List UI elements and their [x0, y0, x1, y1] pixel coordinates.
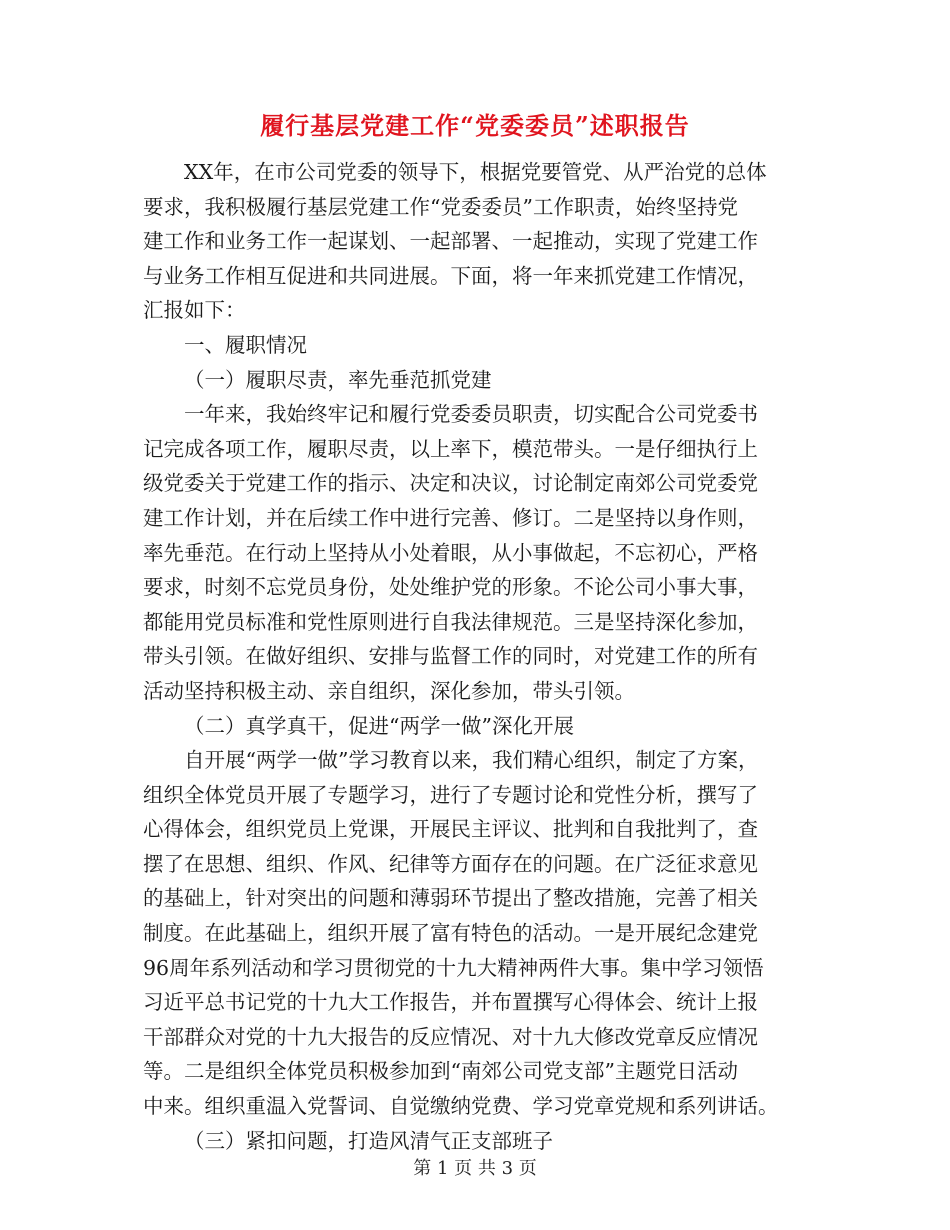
paragraph-line: 活动坚持积极主动、亲自组织，深化参加，带头引领。	[143, 678, 635, 703]
paragraph-line: 都能用党员标准和党性原则进行自我法律规范。三是坚持深化参加，	[143, 609, 758, 634]
paragraph-line: 组织全体党员开展了专题学习，进行了专题讨论和党性分析，撰写了	[143, 782, 758, 807]
paragraph-line: 心得体会，组织党员上党课，开展民主评议、批判和自我批判了，查	[143, 817, 758, 842]
paragraph-line: 中来。组织重温入党誓词、自觉缴纳党费、学习党章党规和系列讲话。	[143, 1094, 779, 1119]
paragraph-line: 一年来，我始终牢记和履行党委委员职责，切实配合公司党委书	[184, 402, 758, 427]
section-heading: 一、履职情况	[184, 332, 307, 357]
document-title: 履行基层党建工作“党委委员”述职报告	[260, 111, 690, 140]
document-body	[143, 155, 807, 1158]
paragraph-line: 级党委关于党建工作的指示、决定和决议，讨论制定南郊公司党委党	[143, 471, 758, 496]
paragraph-line: 自开展“两学一做”学习教育以来，我们精心组织，制定了方案，	[184, 748, 759, 773]
paragraph-line: 要求，我积极履行基层党建工作“党委委员”工作职责，始终坚持党	[143, 194, 738, 219]
paragraph-line: 汇报如下：	[143, 298, 246, 323]
paragraph-line: 制度。在此基础上，组织开展了富有特色的活动。一是开展纪念建党	[143, 921, 758, 946]
paragraph-line: 干部群众对党的十九大报告的反应情况、对十九大修改党章反应情况	[143, 1024, 758, 1049]
paragraph-line: 要求，时刻不忘党员身份，处处维护党的形象。不论公司小事大事，	[143, 575, 758, 600]
paragraph-line: 习近平总书记党的十九大工作报告，并布置撰写心得体会、统计上报	[143, 990, 758, 1015]
paragraph-line: 96周年系列活动和学习贯彻党的十九大精神两件大事。集中学习领悟	[143, 955, 764, 980]
paragraph-line: 记完成各项工作，履职尽责，以上率下，模范带头。一是仔细执行上	[143, 436, 758, 461]
paragraph-line: 与业务工作相互促进和共同进展。下面，将一年来抓党建工作情况，	[143, 263, 758, 288]
paragraph-line: 建工作计划，并在后续工作中进行完善、修订。二是坚持以身作则，	[143, 505, 758, 530]
paragraph-line: 带头引领。在做好组织、安排与监督工作的同时，对党建工作的所有	[143, 644, 758, 669]
subsection-heading: （三）紧扣问题，打造风清气正支部班子	[184, 1128, 553, 1153]
paragraph-line: 摆了在思想、组织、作风、纪律等方面存在的问题。在广泛征求意见	[143, 851, 758, 876]
paragraph-line: 建工作和业务工作一起谋划、一起部署、一起推动，实现了党建工作	[143, 229, 758, 254]
paragraph-line: 等。二是组织全体党员积极参加到“南郊公司党支部”主题党日活动	[143, 1059, 738, 1084]
subsection-heading: （二）真学真干，促进“两学一做”深化开展	[184, 713, 574, 738]
paragraph-line: XX年，在市公司党委的领导下，根据党要管党、从严治党的总体	[184, 160, 767, 184]
page-footer: 第 1 页 共 3 页	[413, 1158, 537, 1179]
subsection-heading: （一）履职尽责，率先垂范抓党建	[184, 367, 492, 392]
paragraph-line: 率先垂范。在行动上坚持从小处着眼，从小事做起，不忘初心，严格	[143, 540, 758, 565]
paragraph-line: 的基础上，针对突出的问题和薄弱环节提出了整改措施，完善了相关	[143, 886, 758, 911]
